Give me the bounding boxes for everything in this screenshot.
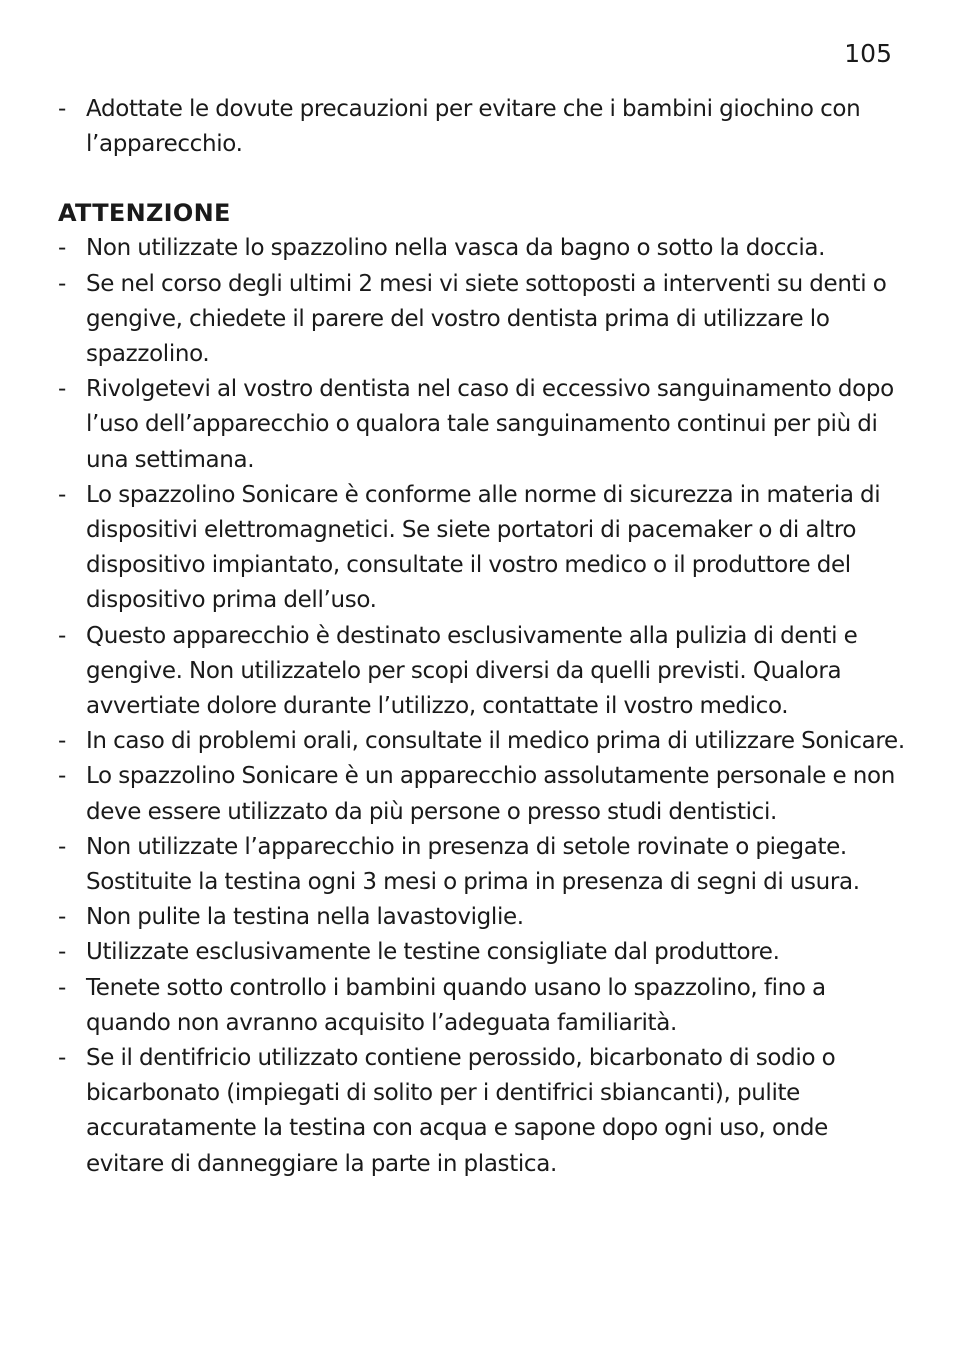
list-item <box>58 267 908 373</box>
list-item <box>58 759 908 829</box>
list-item-text: In caso di problemi orali, consultate il medico prima di utilizzare Sonicare. <box>86 728 905 755</box>
list-item-text: Non pulite la testina nella lavastoviglie. <box>86 904 524 931</box>
warning-list <box>58 231 908 1181</box>
list-item <box>58 1041 908 1182</box>
list-dash: - <box>58 728 66 755</box>
list-dash: - <box>58 376 66 403</box>
list-dash: - <box>58 1045 66 1072</box>
list-dash: - <box>58 235 66 262</box>
intro-list <box>58 92 908 162</box>
list-item <box>58 231 908 266</box>
list-item <box>58 971 908 1041</box>
list-dash: - <box>58 833 66 860</box>
list-dash: - <box>58 622 66 649</box>
list-item <box>58 935 908 970</box>
list-item <box>58 478 908 619</box>
list-item-text: Lo spazzolino Sonicare è un apparecchio assolutamente personale e non deve essere utilizzato da più persone o presso studi dentistici. <box>86 763 895 825</box>
list-item-text: Non utilizzate lo spazzolino nella vasca da bagno o sotto la doccia. <box>86 235 826 262</box>
list-item <box>58 724 908 759</box>
list-dash: - <box>58 481 66 508</box>
list-dash: - <box>58 270 66 297</box>
list-item-text: Adottate le dovute precauzioni per evitare che i bambini giochino con l’apparecchio. <box>86 96 861 158</box>
list-item <box>58 372 908 478</box>
page-number: 105 <box>844 39 892 68</box>
list-item-text: Questo apparecchio è destinato esclusivamente alla pulizia di denti e gengive. Non utilizzatelo per scopi diversi da quelli previsti. Qualora avvertiate dolore durante l’utilizzo, contattate il vostro medico. <box>86 622 858 720</box>
page-content <box>58 92 908 1182</box>
section-heading: ATTENZIONE <box>58 199 231 228</box>
list-dash: - <box>58 974 66 1001</box>
list-dash: - <box>58 96 66 122</box>
list-item-text: Tenete sotto controllo i bambini quando usano lo spazzolino, fino a quando non avranno acquisito l’adeguata familiarità. <box>86 974 826 1036</box>
list-item-text: Se il dentifricio utilizzato contiene perossido, bicarbonato di sodio o bicarbonato (impiegati di solito per i dentifrici sbiancanti), pulite accuratamente la testina con acqua e sapone dopo ogni uso, onde evitare di danneggiare la parte in plastica. <box>86 1045 836 1177</box>
list-item-text: Se nel corso degli ultimi 2 mesi vi siete sottoposti a interventi su denti o gengive, chiedete il parere del vostro dentista prima di utilizzare lo spazzolino. <box>86 270 887 368</box>
list-item-text: Non utilizzate l’apparecchio in presenza di setole rovinate o piegate. Sostituite la testina ogni 3 mesi o prima in presenza di segni di usura. <box>86 833 860 896</box>
list-item <box>58 900 908 935</box>
list-dash: - <box>58 939 66 966</box>
list-item <box>58 619 908 725</box>
list-dash: - <box>58 904 66 931</box>
list-item <box>58 92 908 162</box>
list-item-text: Rivolgetevi al vostro dentista nel caso di eccessivo sanguinamento dopo l’uso dell’apparecchio o qualora tale sanguinamento continui per più di una settimana. <box>86 376 894 473</box>
list-item-text: Lo spazzolino Sonicare è conforme alle norme di sicurezza in materia di dispositivi elettromagnetici. Se siete portatori di pacemaker o di altro dispositivo impiantato, consultate il vostro medico o il produttore del dispositivo prima dell’uso. <box>86 481 881 614</box>
list-dash: - <box>58 763 66 790</box>
list-item-text: Utilizzate esclusivamente le testine consigliate dal produttore. <box>86 939 780 966</box>
list-item <box>58 830 908 900</box>
